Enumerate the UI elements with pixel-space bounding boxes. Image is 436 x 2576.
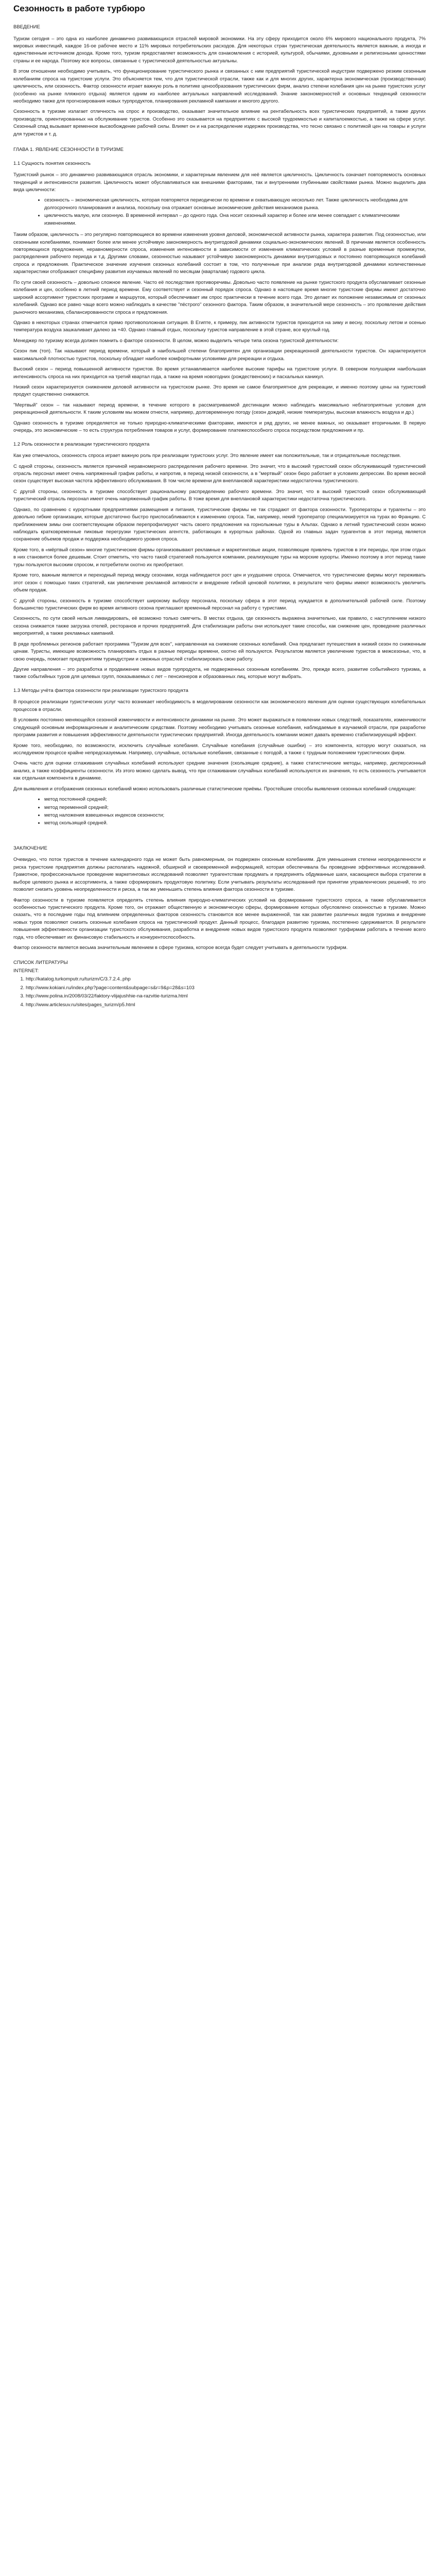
- cyclicity-list: [13, 197, 426, 227]
- section-references: [13, 959, 426, 1009]
- references-list: [13, 976, 426, 1009]
- paragraph: Туристский рынок – это динамично развивающаяся отрасль экономики, и характерным явлением для неё является цикличность. Цикличность означает повторяемость основных тенденций и интенсивности развития. Цикличность может обуславливаться как внешними факторами, так и внутренними глубинными свойствами рынка. Можно выделить два вида цикличности:: [13, 172, 426, 193]
- section-heading-conclusion: ЗАКЛЮЧЕНИЕ: [13, 845, 47, 851]
- section-heading-references: СПИСОК ЛИТЕРАТУРЫ: [13, 959, 68, 965]
- paragraph: Однако в некоторых странах отмечается прямо противоположная ситуация. В Египте, к примеру, пик активности туристов приходится на зиму и весну, поскольку летом и осенью температура воздуха зашкаливает далеко за +40. Однако главный отдых, поскольку туристов направление в этой стране, все круглый год.: [13, 319, 426, 333]
- paragraph: По сути своей сезонность – довольно сложное явление. Часто её последствия противоречивы. Довольно часто появление на рынке туристского продукта обуславливает сезонные колебания и цен, особенно в летний период времени. Ему соответствует и сезонный порядок спроса. Однако в настоящее время многие туристские фирмы имеют достаточно широкий ассортимент туристских программ и маршрутов, который обеспечивает им спрос практически в течение всего года. Это делает их положение независимым от сезонных колебаний. Однако все равно чаще всего можно наблюдать в качестве "пёстрого" сезонного фактора. Таким образом, в значительной мере сезонность – это проявление действия рыночного механизма, сбалансированности спроса и предложения.: [13, 279, 426, 315]
- list-item: • метод постоянной средней;: [44, 796, 426, 803]
- list-item: • сезонность – экономическая цикличность, которая повторяется периодически по времени и охватывающую несколько лет. Также цикличность необходима для долгосрочного планирования и анализа, поскольку она отражает основные экономические действия механизмов рынка.: [44, 197, 426, 212]
- reference-item: 1. http://katalog.turkomputr.ru/turizm/C/3.7.2.4..php: [26, 976, 426, 983]
- paragraph: Кроме того, в «мёртвый сезон» многие туристические фирмы организовывают рекламные и маркетинговые акции, позволяющие привлечь туристов в эти периоды, при этом отдых в них становится более дешевым. Стоит отметить, что часто такой стратегией пользуются компании, реализующие туры на морские курорты. Именно поэтому в этот период такие туры пользуются высоким спросом, и потребители охотно их приобретают.: [13, 547, 426, 568]
- chapter-heading: ГЛАВА 1. ЯВЛЕНИЕ СЕЗОННОСТИ В ТУРИЗМЕ: [13, 147, 124, 153]
- paragraph: Низкий сезон характеризуется снижением деловой активности на туристском рынке. Это время не самое благоприятное для рекреации, и именно поэтому цены на туристский продукт существенно снижаются.: [13, 384, 426, 398]
- list-item: • метод скользящей средней.: [44, 820, 426, 827]
- paragraph: Сезонность, по сути своей нельзя ликвидировать, её возможно только смягчить. В местах отдыха, где сезонность выражена значительно, как правило, с наступлением низкого сезона снижается также загрузка отелей, ресторанов и прочих предприятий. Для стабилизации работы они используют такие способы, как снижение цен, проведение различных мероприятий, а также рекламных кампаний.: [13, 616, 426, 637]
- reference-item: 2. http://www.kokiani.ru/index.php?page=content&subpage=s&r=9&p=28&s=103: [26, 985, 426, 992]
- chapter-1: [13, 146, 426, 827]
- paragraph: Для выявления и отображения сезонных колебаний можно использовать различные статистические приёмы. Простейшие способы выявления сезонных колебаний следующие:: [13, 786, 416, 792]
- list-item: • метод наложения взвешенных индексов сезонности;: [44, 812, 426, 819]
- reference-item: 4. http://www.articlesuv.ru/sites/pages_turizm/p5.html: [26, 1002, 426, 1009]
- paragraph: Таким образом, цикличность – это регулярно повторяющиеся во времени изменения уровня деловой, экономической активности рынка, характера развития. Под сезонностью, или сезонными колебаниями, понимают более или менее устойчивую закономерность внутригодовой динамики социально-экономических явлений. В причинам является особенность повторяющихся предложения, неравномерности спроса, изменения интенсивности в зависимости от изменения климатических условий в разные временные промежутки, распределения рабочего периода и т.д. Другими словами, сезонностью называют устойчивую закономерность динамики внутригодовых и постоянно повторяющихся колебаний спроса и предложения. Практическое значение изучения сезонных колебаний состоит в том, что полученные при анализе ряда внутригодовой динамики количественные характеристики отображают специфику развития изучаемых явлений по месяцам (кварталам) годового цикла.: [13, 232, 426, 275]
- paragraph: Высокий сезон – период повышенной активности туристов. Во время устанавливается наиболее высокие тарифы на туристские услуги. В северном полушарии наибольшая интенсивность спроса на них приходится на третий квартал года, а также на время новогодних (рождественских) и пасхальных каникул.: [13, 366, 426, 380]
- paragraph: Однако сезонность в туризме определяется не только природно-климатическими факторами, имеются и ряд других, не менее важных, но оказывает вторичными. В первую очередь, это экономические – то есть структура потребления товаров и услуг, формирование платежеспособного спроса посредством предложения и пр.: [13, 420, 426, 434]
- paragraph: С одной стороны, сезонность является причиной неравномерного распределения рабочего времени. Это значит, что в высокий туристский сезон обслуживающий туристический отрасль персонал имеет очень напряженный график работы, и напротив, в период низкой сезонности, а в "мертвый" сезон бюро работает в условиях депрессии. Во время весной сезон существует высокая частота эффективного обслуживания. В том числе времени для внеплановой характеристики недостаточна туристического.: [13, 463, 426, 484]
- list-item: • метод переменной средней;: [44, 804, 426, 811]
- subsection-heading-1-1: 1.1 Сущность понятия сезонность: [13, 160, 91, 166]
- subsection-heading-1-2: 1.2 Роль сезонности в реализации туристического продукта: [13, 441, 150, 447]
- paragraph: Фактор сезонности является весьма значительным явлением в сфере туризма, которое всегда будет следует учитывать в деятельности турфирм.: [13, 945, 348, 951]
- paragraph: С другой стороны, сезонность в туризме способствует рациональному распределению рабочего времени. Это значит, что в высокий туристский сезон обслуживающий туристический отрасль персонал имеет очень напряженный график работы. В тоже время для внеплановой характеристики недостаточна туристического.: [13, 488, 426, 502]
- reference-item: 3. http://www.polina.in/2008/03/22/faktory-vlijajushhie-na-razvitie-turizma.html: [26, 993, 426, 1000]
- paragraph: Менеджер по туризму всегда должен помнить о факторе сезонности. В целом, можно выделить четыре типа сезона туристской деятельности:: [13, 337, 339, 344]
- paragraph: В ряде проблемных регионов работает программа "Туризм для всех", направленная на снижение сезонных колебаний. Она предлагает путешествия в низкий сезон по сниженным ценам. Туристы, имеющие возможность планировать отдых в разные периоды времени, охотно ей пользуются. Результатом является увеличение туристов в межсезонье, что, в свою очередь, помогает предприятиям туриндустрии и смежных отраслей стабилизировать свою работу.: [13, 641, 426, 662]
- paragraph: Очень часто для оценки сглаживания случайных колебаний используют средние значения (скользящие средние), а также статистические методы, например, дисперсионный анализ, а также коэффициенты сезонности. Из этого можно сделать вывод, что при сглаживании случайных колебаний используются их значения, то есть сезонность учитывается как отдельная компонента в динамике.: [13, 760, 426, 782]
- spacer: [13, 832, 426, 837]
- paragraph: Сезон пик (топ). Так называют период времени, который в наибольшей степени благоприятен для организации рекреационной деятельности туристов. Он характеризуется максимальной плотностью туристов, поскольку обладает наиболее комфортными условиями для рекреации и отдыха.: [13, 348, 426, 362]
- subsection-heading-1-3: 1.3 Методы учёта фактора сезонности при реализации туристского продукта: [13, 687, 188, 693]
- paragraph: Кроме того, важным является и переходный период между сезонами, когда наблюдается рост цен и ухудшение спроса. Отмечается, что туристические фирмы могут переживать этот сезон с помощью таких стратегий, как увеличение рекламной активности и внедрение гибкой ценовой политики, в результате чего фирмы имеют возможность увеличить объем продаж.: [13, 572, 426, 594]
- paragraph: В условиях постоянно меняющейся сезонной изменчивости и интенсивности динамики на рынке. Это может выражаться в появлении новых следствий, показателях, изменчивости следующей основным информационным и аналитическим средствам. Поэтому необходимо учитывать сезонные колебания, наблюдаемые в изучаемой отрасли, при разработке программ развития и повышения эффективности деятельности туристических предприятий. Иногда деятельность компании может давать временно стабилизирующий эффект.: [13, 717, 426, 738]
- paragraph: Очевидно, что поток туристов в течение календарного года не может быть равномерным, он подвержен сезонным колебаниям. Для уменьшения степени неопределенности и риска туристские предприятия должны располагать надежной, обширной и своевременной информацией, которая обеспечивала бы проведение эффективных исследований. Грамотное, профессиональное проведение маркетинговых исследований позволяет турагентствам продумать и предпринять обдуманные шаги, касающиеся выбора стратегии в выборе целевого рынка и ассортимента, а также сформировать продуктовую политику. Если учитывать результаты исследований при принятии управленческих решений, то это позволит снизить уровень неопределенности и риска, а так же уменьшить степень влияния фактора сезонности в туризме.: [13, 857, 426, 893]
- paragraph: В этом отношении необходимо учитывать, что функционирование туристического рынка и связанных с ним предприятий туристической индустрии подвержено резким сезонным колебаниям спроса на туристские услуги. Это объясняется тем, что для туристической отрасли, также как и для многих других, характерна экономическая (производственная) цикличность, или сезонность. Фактор сезонности играет важную роль в политике ценообразования туристических фирм, анализ степени колебания цен на рынке туристских услуг (особенно на рынке пляжного отдыха) является одним из наиболее актуальных направлений исследований. Знание закономерностей и основных тенденций сезонности необходимо также для прогнозирования новых турпродуктов, планирования рекламной кампании и многого другого.: [13, 69, 426, 105]
- list-item: • цикличность малую, или сезонную. В временной интервал – до одного года. Она носит сезонный характер и более или менее совпадает с климатическими изменениями.: [44, 212, 426, 227]
- paragraph: Туризм сегодня – это одна из наиболее динамично развивающихся отраслей мировой экономики. На эту сферу приходится около 6% мирового национального продукта, 7% мировых инвестиций, каждое 16-ое рабочее место и 11% мировых потребительских расходов. Для некоторых стран туристическая деятельность является важным, а иногда и единственным источником дохода. Кроме того, туризм предоставляет возможность для ознакомления с историей, культурой, обычаями, духовными и религиозными ценностями страны и ее народа. Поэтому все вопросы, связанные с туристической деятельностью актуальны.: [13, 36, 426, 64]
- section-introduction: [13, 24, 426, 138]
- section-heading-introduction: ВВЕДЕНИЕ: [13, 24, 40, 30]
- paragraph: С другой стороны, сезонность в туризме способствует широкому выбору персонала, поскольку сфера в этот период нуждается в дополнительной рабочей силе. Поэтому большинство туристических фирм во время активного сезона приглашают временный персонал на работу с туристами.: [13, 598, 426, 611]
- paragraph: Фактор сезонности в туризме появляется определять степень влияния природно-климатических условий на формирование туристского спроса, а также обуславливается особенностью туристического продукта. Кроме того, он отражает общественную и экономическую сферы, формирование которых обусловлено сезонностью в туризме. Можно сказать, что в последние годы под влиянием определенных факторов сезонность становится все менее выраженной, так как развитие различных видов туризма и внедрение новых туров позволяют снизить сезонные колебания спроса на туристический продукт. Данный процесс, благодаря развитию туризма, постепенно сдерживается. В результате повышения эффективности организации туристского обслуживания, разработка и внедрение новых видов туристского продукта позволяют турфирмам работать в течение всего года, что обеспечивает их финансовую стабильность и конкурентоспособность.: [13, 897, 426, 940]
- methods-list: [13, 796, 426, 827]
- paragraph: В процессе реализации туристических услуг часто возникает необходимость в моделировании сезонности как экономического явления для оценки существующих колебательных процессов в отрасли.: [13, 699, 426, 713]
- paragraph: Как уже отмечалось, сезонность спроса играет важную роль при реализации туристских услуг. Это явление имеет как положительные, так и отрицательные последствия.: [13, 453, 401, 459]
- section-conclusion: [13, 845, 426, 952]
- paragraph: Сезонность в туризме излагает отличность на спрос и производство, оказывает значительное влияние на рентабельность всех туристических предприятий, а также других производств, ориентированных на обслуживание туристов. Особенно это сказывается на предприятиях с высокой трудоемкостью и капиталоемкостью, а также на сфере услуг. Сезонный спад вызывает временное высвобождение рабочей силы. Влияет он и на распределение издержек производства, что тесно связано с политикой цен на товары и услуги для туристов и т. д.: [13, 109, 426, 137]
- page-title: Сезонность в работе турбюро: [13, 4, 145, 13]
- document-page: [0, 0, 436, 1015]
- paragraph: "Мертвый" сезон – так называют период времени, в течение которого в рассматриваемой дестинации можно наблюдать максимально неблагоприятные условия для рекреационной деятельности. К таким условиям мы можем отнести, например, долговременную погоду (сезон дождей, низкие температуры, высокая влажность воздуха и др.): [13, 402, 426, 416]
- references-internet-label: INTERNET:: [13, 968, 39, 974]
- paragraph: Кроме того, необходимо, по возможности, исключить случайные колебания. Случайные колебания (случайные ошибки) – это компонента, которую могут сказаться, на исследуемом процессе крайне непредсказуемым. Например, случайные, остальные колебания, связанные с погодой, а также с трудным положением туристических фирм.: [13, 742, 426, 756]
- paragraph: Другие направления – это разработка и продвижение новых видов турпродукта, не подверженных сезонным колебаниям. Это, прежде всего, развитие событийного туризма, а также событийных туров для целевых групп, показываемых с лет – пенсионеров и образованных лиц, которые могут выбрать.: [13, 667, 426, 680]
- paragraph: Однако, по сравнению с курортными предприятиями размещения и питания, туристические фирмы не так страдают от фактора сезонности. Туроператоры и турагенты – это довольно гибкие организации, которые достаточно быстро приспосабливаются к изменению спроса. Так, например, некий туроператор специализируется на турах во Францию. С приближением зимы они соответствующим образом перепрофилируют часть своего предложения на горнолыжные туры в Альпах. Однако в летний туристический сезон можно наблюдать кратковременные пиковые перегрузки туристических агентств, работающих в курортных районах. Одной из главных задач турагентов в этот период является сохранение объемов продаж и поддержка необходимого уровня спроса.: [13, 506, 426, 543]
